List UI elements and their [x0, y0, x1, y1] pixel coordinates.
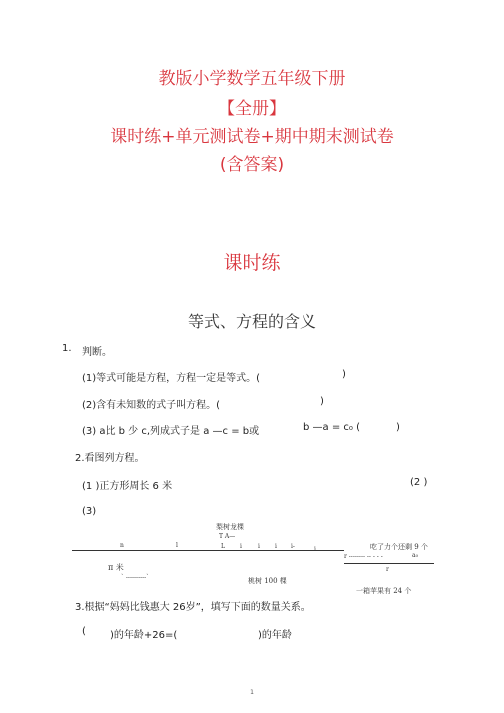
fig-right-bottom: 一箱苹果有 24 个: [356, 587, 412, 595]
fig-mark-6: i: [275, 543, 277, 550]
fig-mark-1: n: [120, 542, 124, 549]
lesson-title: 等式、方程的含义: [187, 312, 316, 331]
q1-item-3-part2: b —a = c₀ (: [303, 422, 360, 433]
q2-label: 2.看图列方程。: [75, 453, 145, 464]
q2-item-3: (3): [82, 506, 97, 517]
q1-number: 1.: [62, 343, 72, 354]
fig-top-small: T A—: [219, 533, 236, 540]
fig-right-line: [344, 563, 434, 564]
q2-item-2: (2 ): [410, 477, 428, 488]
fig-bottom-label: 桃树 100 棵: [248, 577, 287, 585]
fig-mark-3: L: [221, 543, 225, 550]
q1-item-1: (1)等式可能是方程，方程一定是等式。(: [82, 373, 261, 384]
fig-mark-8: i: [314, 546, 316, 553]
fig-x-label: π 米: [108, 563, 124, 572]
fig-right-top: 吃了力个还剩 9 个: [370, 543, 428, 551]
q1-label: 判断。: [82, 347, 112, 358]
fig-dashes: ` ----------`: [121, 574, 150, 581]
fig-mark-5: i: [258, 543, 260, 550]
q1-item-1-close: ): [342, 369, 346, 380]
q1-item-3: (3) a比 b 少 c,列成式子是 a —c = b或: [82, 426, 260, 437]
fig-mark-2: l: [176, 542, 178, 549]
section-title: 课时练: [223, 252, 281, 274]
fig-mark-7: i-: [291, 543, 295, 550]
fig-right-dash: r -------- -- - - -: [344, 553, 383, 560]
q2-item-1: (1 )正方形周长 6 米: [82, 481, 173, 492]
q1-item-2-close: ): [320, 396, 324, 407]
header-line-3: 课时练+单元测试卷+期中期末测试卷: [110, 127, 394, 147]
q3-row-a: (: [82, 626, 86, 637]
header-line-2: 【全册】: [218, 99, 286, 119]
fig-mark-4: i: [240, 543, 242, 550]
q3-row-b: )的年龄+26=(: [110, 630, 178, 641]
fig-top-label: 梨树龙棵: [216, 523, 244, 531]
fig-baseline: [72, 550, 344, 551]
q1-item-3-close: ): [396, 422, 400, 433]
q3-label: 3.根据“妈妈比钱惠大 26岁”，填写下面的数量关系。: [75, 602, 311, 613]
page-number: 1: [250, 689, 254, 696]
header-line-4: (含答案): [219, 155, 285, 175]
q1-item-2: (2)含有未知数的式子叫方程。(: [82, 400, 221, 411]
fig-right-mark: a₀: [412, 552, 418, 559]
fig-right-small: r: [386, 566, 389, 573]
header-line-1: 教版小学数学五年级下册: [158, 69, 346, 89]
q3-row-c: )的年龄: [258, 630, 292, 641]
